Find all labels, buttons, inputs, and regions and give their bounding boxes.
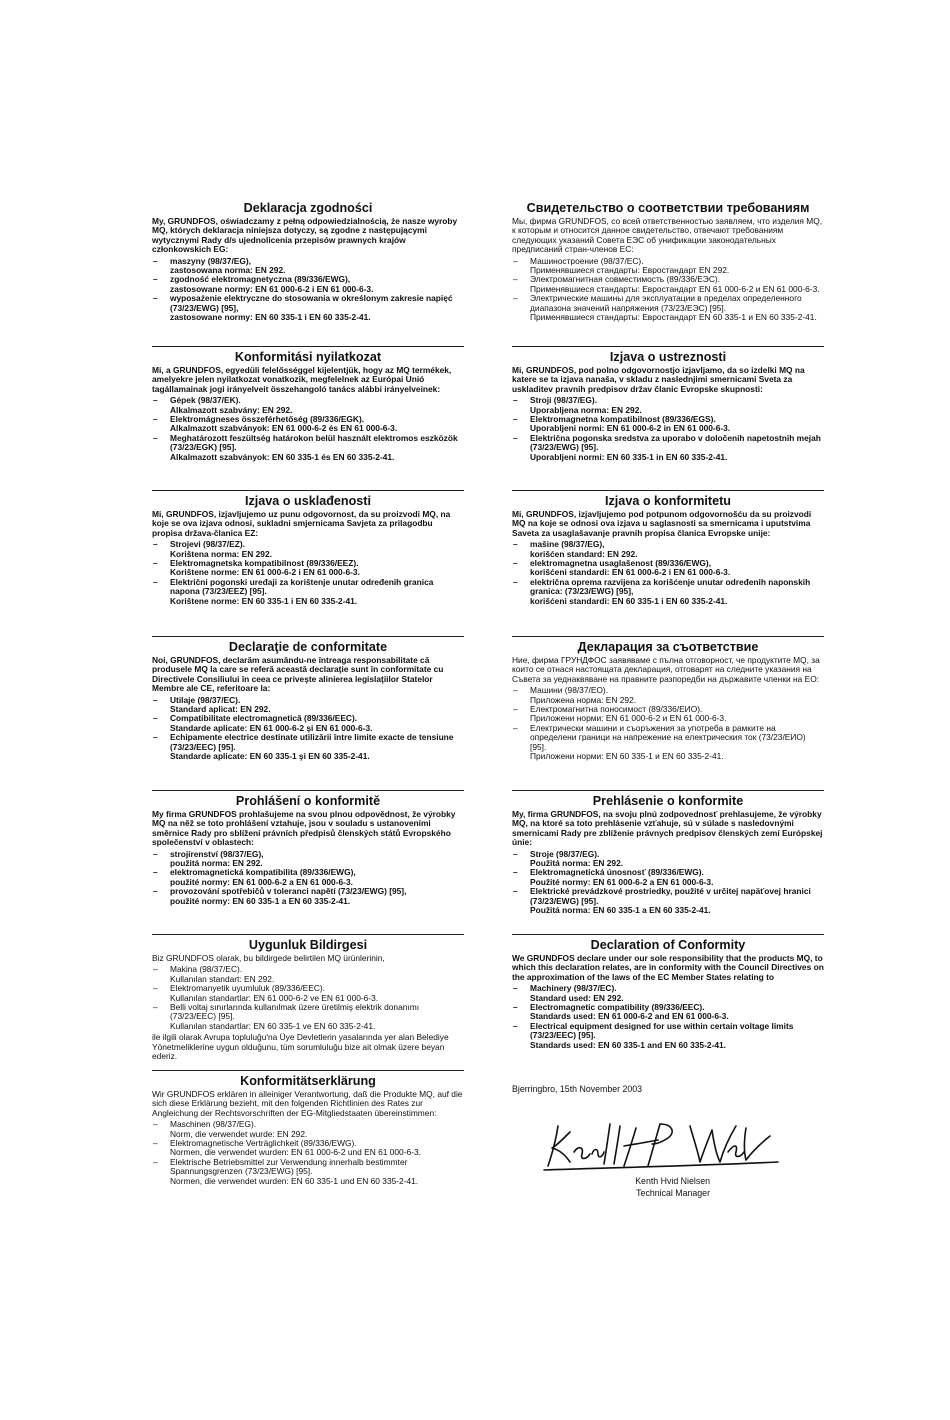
declaration-title: Свидетельство о соответствии требованиям	[526, 201, 810, 215]
directive-item: – Elektromagnetische Verträglichkeit (89/336/EWG). Normen, die verwendet wurden: EN 61 000-6-2 und EN 61 000-6-3.	[152, 1139, 464, 1158]
directive-list	[512, 686, 824, 761]
declaration-title: Declaraţie de conformitate	[228, 640, 388, 654]
place-and-date: Bjerringbro, 15th November 2003	[512, 1084, 643, 1094]
declaration-bg	[512, 636, 824, 761]
directive-item: – wyposażenie elektryczne do stosowania w określonym zakresie napięć (73/23/EWG) [95], zastosowane normy: EN 60 335-1 i EN 60 335-2-41.	[152, 294, 464, 322]
directive-item: – Strojevi (98/37/EZ). Korištena norma: EN 292.	[152, 540, 464, 559]
directive-item: – Električni pogonski uređaji za korištenje unutar određenih granica napona (73/23/EEZ) [95]. Korištene norme: EN 60 335-1 i EN 60 335-2-41.	[152, 578, 464, 606]
declaration-title: Konformitási nyilatkozat	[234, 350, 382, 364]
directive-item: – Электромагнитная совместимость (89/336/ЕЭС). Применявшиеся стандарты: Евростандарт EN 61 000-6-2 и EN 61 000-6-3.	[512, 275, 824, 294]
directive-list	[152, 965, 464, 1031]
declaration-title: Deklaracja zgodności	[243, 201, 373, 215]
declaration-intro: My, GRUNDFOS, oświadczamy z pełną odpowiedzialnością, że nasze wyroby MQ, których deklaracja niniejsza dotyczy, są zgodne z następującymi wytycznymi Rady d/s ujednolicenia przepisów prawnych krajów członkowskich EG:	[152, 216, 458, 255]
declaration-intro: My firma GRUNDFOS prohlašujeme na svou plnou odpovědnost, že výrobky MQ na něž se toto prohlášení vztahuje, jsou v souladu s ustanoveními směrnice Rady pro sblížení právních předpisů členských států Evropského společenství v oblastech:	[152, 809, 456, 848]
directive-item: – Elektromagnetska kompatibilnost (89/336/EEZ). Korištene norme: EN 61 000-6-2 i EN 61 000-6-3.	[152, 559, 464, 578]
declaration-title: Izjava o konformitetu	[605, 494, 731, 508]
declaration-tr	[152, 934, 464, 1061]
directive-item: – mašine (98/37/EG), korišćen standard: EN 292.	[512, 540, 824, 559]
directive-item: – elektromagnetická kompatibilita (89/336/EWG), použité normy: EN 61 000-6-2 a EN 61 000-6-3.	[152, 868, 464, 887]
declaration-intro: Mi, GRUNDFOS, izjavljujemo uz punu odgovornost, da su proizvodi MQ, na koje se ova izjava odnosi, sukladni smjernicama Savjeta za prilagodbu propisa država-članica EZ:	[152, 509, 451, 538]
directive-item: – Echipamente electrice destinate utilizării între limite exacte de tensiune (73/23/EEC) [95]. Standarde aplicate: EN 60 335-1 şi EN 60 335-2-41.	[152, 733, 464, 761]
declaration-intro: We GRUNDFOS declare under our sole responsibility that the products MQ, to which this declaration relates, are in conformity with the Council Directives on the approximation of the laws of the EC Member States relating to	[512, 953, 824, 982]
directive-item: – Машини (98/37/ЕО). Приложена норма: EN 292.	[512, 686, 824, 705]
declaration-intro: Noi, GRUNDFOS, declarăm asumându-ne întreaga responsabilitate că produsele MQ la care se referă această declaraţie sunt în conformitate cu Directivele Consiliului în ceea ce priveşte alinierea legislaţiilor Statelor Membre ale CE, referitoare la:	[152, 655, 444, 694]
declaration-en	[512, 934, 824, 1050]
directive-list	[512, 396, 824, 462]
directive-item: – Elektromagnetická únosnosť (89/336/EWG). Použité normy: EN 61 000-6-2 a EN 61 000-6-3.	[512, 868, 824, 887]
declaration-de	[152, 1070, 464, 1186]
directive-item: – Електромагнитна поносимост (89/336/ЕИО). Приложени норми: EN 61 000-6-2 и EN 61 000-6-3.	[512, 705, 824, 724]
declaration-intro: Mi, a GRUNDFOS, egyedüli felelősséggel kijelentjük, hogy az MQ termékek, amelyekre jelen nyilatkozat vonatkozik, megfelelnek az Európai Unió tagállamainak jogi irányelveit összehangoló tanács alábbi irányelveinek:	[152, 365, 452, 394]
directive-item: – Машиностроение (98/37/ЕС). Применявшиеся стандарты: Евростандарт EN 292.	[512, 257, 824, 276]
directive-item: – strojírenství (98/37/EG), použitá norma: EN 292.	[152, 850, 464, 869]
directive-item: – Makina (98/37/EC). Kullanılan standart: EN 292.	[152, 965, 464, 984]
directive-list	[512, 984, 824, 1050]
signer-name: Kenth Hvid Nielsen	[635, 1176, 710, 1186]
directive-list	[152, 850, 464, 906]
directive-item: – Electromagnetic compatibility (89/336/EEC). Standards used: EN 61 000-6-2 and EN 61 000-6-3.	[512, 1003, 824, 1022]
declaration-intro: Biz GRUNDFOS olarak, bu bildirgede belirtilen MQ ürünlerinin,	[152, 953, 385, 963]
directive-item: – Belli voltaj sınırlarında kullanılmak üzere üretilmiş elektrik donanımı (73/23/EEC) [95]. Kullanılan standartlar: EN 60 335-1 ve EN 60 335-2-41.	[152, 1003, 464, 1031]
declaration-intro: Mi, GRUNDFOS, pod polno odgovornostjo izjavljamo, da so izdelki MQ na katere se ta izjava nanaša, v skladu z naslednjimi smernicami Sveta za uskladitev pravnih predpisov držav članic Evropske skupnosti:	[512, 365, 805, 394]
declaration-intro: Ние, фирма ГРУНДФОС заявяваме с пълна отговорност, че продуктите MQ, за които се отнася настоящата декларация, отговарят на следните указания на Съвета за уеднаквяване на правните разпоредби на държавите членки на ЕО:	[512, 655, 820, 684]
declaration-intro: Wir GRUNDFOS erklären in alleiniger Verantwortung, daß die Produkte MQ, auf die sich diese Erklärung bezieht, mit den folgenden Richtlinien des Rates zur Angleichung der Rechtsvorschriften der EG-Mitgliedstaaten übereinstimmen:	[152, 1089, 463, 1118]
directive-item: – Utilaje (98/37/EC). Standard aplicat: EN 292.	[152, 696, 464, 715]
directive-item: – Elektromágneses összeférhetőség (89/336/EGK). Alkalmazott szabványok: EN 61 000-6-2 és EN 61 000-6-3.	[152, 415, 464, 434]
directive-list	[512, 850, 824, 916]
directive-item: – Электрические машины для эксплуатации в пределах определенного диапазона значений напряжения (73/23/ЕЭС) [95]. Применявшиеся стандарты: Евростандарт EN 60 335-1 и EN 60 335-2-41.	[512, 294, 824, 322]
declaration-hu	[152, 346, 464, 462]
directive-item: – Meghatározott feszültség határokon belül használt elektromos eszközök (73/23/EGK) [95]. Alkalmazott szabványok: EN 60 335-1 és EN 60 335-2-41.	[152, 434, 464, 462]
declaration-hr	[152, 490, 464, 606]
declaration-title: Декларация за съответствие	[577, 640, 759, 654]
directive-item: – Električna pogonska sredstva za uporabo v določenih napetostnih mejah (73/23/EWG) [95]. Uporabljeni normi: EN 60 335-1 in EN 60 335-2-41.	[512, 434, 824, 462]
declaration-outro: ile ilgili olarak Avrupa topluluğu'na Üye Devletlerin yasalarında yer alan Belediye Yönetmeliklerine uygun olduğunu, tüm sorumluluğu bize ait olmak üzere beyan ederiz.	[152, 1032, 449, 1062]
directive-item: – Elektromanyetik uyumluluk (89/336/EEC). Kullanılan standartlar: EN 61 000-6-2 ve EN 61 000-6-3.	[152, 984, 464, 1003]
directive-item: – Electrical equipment designed for use within certain voltage limits (73/23/EEC) [95]. Standards used: EN 60 335-1 and EN 60 335-2-41.	[512, 1022, 824, 1050]
declaration-title: Konformitätserklärung	[240, 1074, 376, 1088]
declaration-title: Uygunluk Bildirgesi	[248, 938, 368, 952]
directive-item: – Stroji (98/37/EG). Uporabljena norma: EN 292.	[512, 396, 824, 415]
directive-item: – zgodność elektromagnetyczna (89/336/EWG), zastosowane normy: EN 61 000-6-2 i EN 61 000-6-3.	[152, 275, 464, 294]
declaration-ro	[152, 636, 464, 761]
directive-list	[152, 257, 464, 323]
directive-item: – Compatibilitate electromagnetică (89/336/EEC). Standarde aplicate: EN 61 000-6-2 şi EN 61 000-6-3.	[152, 714, 464, 733]
directive-item: – Elektrické prevádzkové prostriedky, použité v určitej napäťovej hranici (73/23/EWG) [95]. Použitá norma: EN 60 335-1 a EN 60 335-2-41.	[512, 887, 824, 915]
declaration-title: Prohlášení o konformitě	[235, 794, 381, 808]
directive-item: – elektromagnetna usaglašenost (89/336/EWG), korišćeni standardi: EN 61 000-6-2 i EN 61 000-6-3.	[512, 559, 824, 578]
directive-item: – maszyny (98/37/EG), zastosowana norma: EN 292.	[152, 257, 464, 276]
declaration-title: Prehlásenie o konformite	[592, 794, 744, 808]
directive-item: – Maschinen (98/37/EG). Norm, die verwendet wurde: EN 292.	[152, 1120, 464, 1139]
directive-item: – Gépek (98/37/EK). Alkalmazott szabvány: EN 292.	[152, 396, 464, 415]
directive-list	[152, 396, 464, 462]
directive-list	[512, 540, 824, 606]
declaration-ru	[512, 198, 824, 322]
directive-list	[152, 1120, 464, 1186]
directive-item: – provozování spotřebičů v toleranci napětí (73/23/EWG) [95], použité normy: EN 60 335-1 a EN 60 335-2-41.	[152, 887, 464, 906]
declaration-pl	[152, 198, 464, 322]
declaration-title: Izjava o usklađenosti	[245, 494, 371, 508]
directive-list	[512, 257, 824, 323]
declaration-cs	[152, 790, 464, 906]
signer-title: Technical Manager	[636, 1188, 710, 1198]
directive-item: – Elektrische Betriebsmittel zur Verwendung innerhalb bestimmter Spannungsgrenzen (73/23/EWG) [95]. Normen, die verwendet wurden: EN 60 335-1 und EN 60 335-2-41.	[152, 1158, 464, 1186]
declaration-title: Izjava o ustreznosti	[609, 350, 727, 364]
directive-item: – Elektromagnetna kompatibilnost (89/336/EGS). Uporabljeni normi: EN 61 000-6-2 in EN 61 000-6-3.	[512, 415, 824, 434]
directive-item: – električna oprema razvijena za korišćenje unutar određenih naponskih granica: (73/23/EWG) [95], korišćeni standardi: EN 60 335-1 i EN 60 335-2-41.	[512, 578, 824, 606]
declaration-sl	[512, 346, 824, 462]
declaration-intro: My, firma GRUNDFOS, na svoju plnú zodpovednosť prehlasujeme, že výrobky MQ, na ktoré sa toto prehlásenie vzťahuje, sú v súlade s nasledovnými smernicami Rady pre zblíženie právnych predpisov členských zemí Európskej únie:	[512, 809, 823, 848]
declaration-title: Declaration of Conformity	[590, 938, 746, 952]
declaration-sr	[512, 490, 824, 606]
directive-list	[152, 540, 464, 606]
declaration-sk	[512, 790, 824, 915]
handwritten-signature	[540, 1118, 780, 1174]
directive-item: – Електрически машини и съоръжения за употреба в рамките на определени граници на напрежение на електрическия ток (73/23/ЕИО) [95]. Приложени норми: EN 60 335-1 и EN 60 335-2-41.	[512, 724, 824, 762]
directive-list	[152, 696, 464, 762]
directive-item: – Stroje (98/37/EG). Použitá norma: EN 292.	[512, 850, 824, 869]
directive-item: – Machinery (98/37/EC). Standard used: EN 292.	[512, 984, 824, 1003]
declaration-intro: Мы, фирма GRUNDFOS, со всей ответственностью заявляем, что изделия MQ, к которым и относится данное свидетельство, отвечают требованиям следующих указаний Совета ЕЭС об унификации законодательных предписаний стран-членов ЕС:	[512, 216, 823, 255]
declaration-intro: Mi, GRUNDFOS, izjavljujemo pod potpunom odgovornošću da su proizvodi MQ na koje se odnosi ova izjava u saglasnosti sa smernicama i uputstvima Saveta za usaglašavanje pravnih propisa članica Evropske unije:	[512, 509, 812, 538]
